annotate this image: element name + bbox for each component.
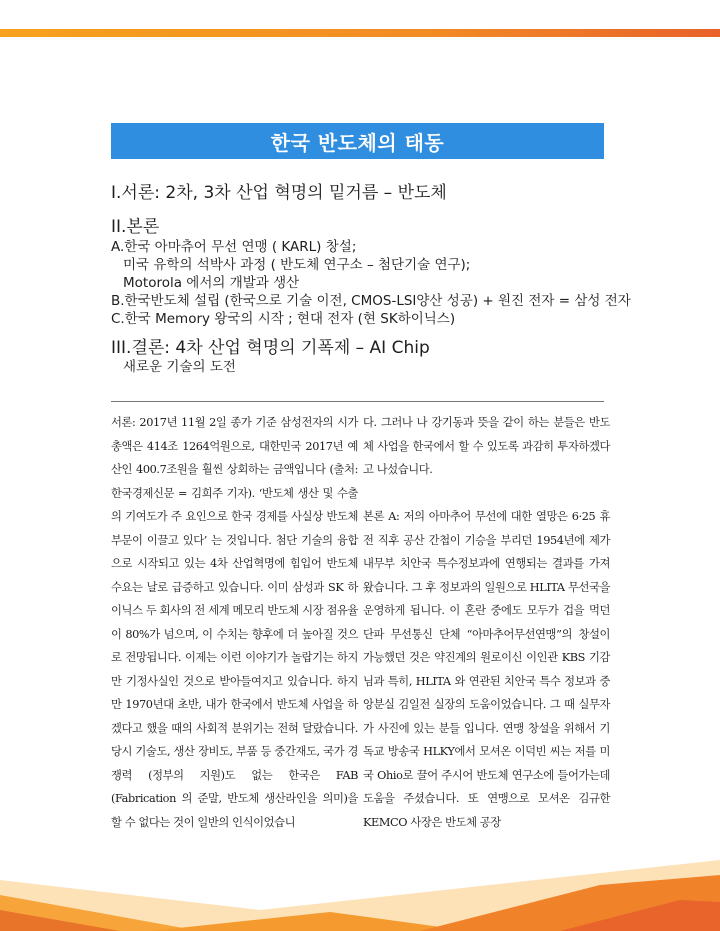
top-accent-bar xyxy=(0,29,720,37)
section-divider xyxy=(111,401,604,402)
outline-section-3 xyxy=(111,333,611,376)
outline-conclusion-sub: 새로운 기술의 도전 xyxy=(123,359,236,375)
section-heading-introduction: I.서론: 2차, 3차 산업 혁명의 밑거름 – 반도체 xyxy=(111,183,447,203)
outline-section-2 xyxy=(111,212,631,328)
body-column-right xyxy=(363,411,610,834)
outline-item-c: C.한국 Memory 왕국의 시작 ; 현대 전자 (현 SK하이닉스) xyxy=(111,311,456,327)
outline-item-a-sub2: Motorola 에서의 개발과 생산 xyxy=(123,275,300,291)
section-heading-conclusion: III.결론: 4차 산업 혁명의 기폭제 – AI Chip xyxy=(111,338,430,358)
page-title: 한국 반도체의 태동 xyxy=(111,123,604,159)
body-paragraph: 본론 A: 저의 아마추어 무선에 대한 열망은 6·25 휴전 직후 공산 간첩이 기승을 부리던 1954년에 제가 내무부 치안국 특수정보과에 연행되는 결과를 가져왔습니다. 그 후 정보과의 일원으로 HLITA 무선국을 운영하게 됩니다. 이 혼란 중에도 모두가 겁을 먹던 단파 무선통신 단체 “아마추어무선연맹”의 창설이 가능했던 것은 약진계의 원로이신 이인관 KBS 기감님과 특히, HLITA 와 연관된 치안국 특수 정보과 중앙분실 김일전 실장의 도움이었습니다. 그 때 실무자가 사진에 있는 분들 입니다. 연맹 창설을 위해서 기독교 방송국 HLKY에서 모셔온 이덕빈 씨는 저를 미국 Ohio로 끌어 주시어 반도체 연구소에 들어가는데 도움을 주셨습니다. 또 연맹으로 모셔온 김규한 KEMCO 사장은 반도체 공장 xyxy=(363,510,610,829)
outline-item-a: A.한국 아마츄어 무선 연맹 ( KARL) 창설; xyxy=(111,239,357,255)
body-paragraph: 서론: 2017년 11월 2일 종가 기준 삼성전자의 시가 총액은 414조 1264억원으로, 대한민국 2017년 예산인 400.7조원을 훨씬 상회하는 금액입니다 (출처: 한국경제신문 = 김희주 기자). ‘반도체 생산 및 수출의 기여도가 주 요인으로 한국 경제를 사실상 반도체 부문이 이끌고 있다’ 는 것입니다. 첨단 기술의 융합으로 시작되고 있는 4차 산업혁명에 힘입어 반도체 수요는 날로 급증하고 있습니다. 이미 삼성과 SK 하이닉스 두 회사의 전 세계 메모리 반도체 시장 점유율이 80%가 넘으며, 이 수치는 향후에 더 높아질 것으로 전망됩니다. 이제는 이런 이야기가 놀랍기는 하지만 기정사실인 것으로 받아들여지고 있습니다. 하지만 1970년대 초반, 내가 한국에서 반도체 사업을 하겠다고 했을 때의 사회적 분위기는 전혀 달랐습니다. 당시 기술도, 생산 장비도, 부품 등 중간재도, 국가 경쟁력 (정부의 지원)도 없는 한국은 FAB (Fabrication 의 준말, 반도체 생산라인을 의미)을 할 수 없다는 것이 일반의 인식이었습니 xyxy=(111,416,358,829)
body-paragraph: 다. 그러나 나 강기동과 뜻을 같이 하는 분들은 반도체 사업을 한국에서 할 수 있도록 과감히 투자하겠다고 나섰습니다. xyxy=(363,416,610,476)
outline-item-a-sub1: 미국 유학의 석박사 과정 ( 반도체 연구소 – 첨단기술 연구); xyxy=(123,257,471,273)
outline-section-1 xyxy=(111,178,611,203)
outline-item-b: B.한국반도체 설립 (한국으로 기술 이전, CMOS-LSI양산 성공) + 원진 전자 = 삼성 전자 xyxy=(111,293,631,309)
footer-decoration xyxy=(0,840,720,931)
section-heading-main: II.본론 xyxy=(111,217,160,237)
body-column-left xyxy=(111,411,358,834)
